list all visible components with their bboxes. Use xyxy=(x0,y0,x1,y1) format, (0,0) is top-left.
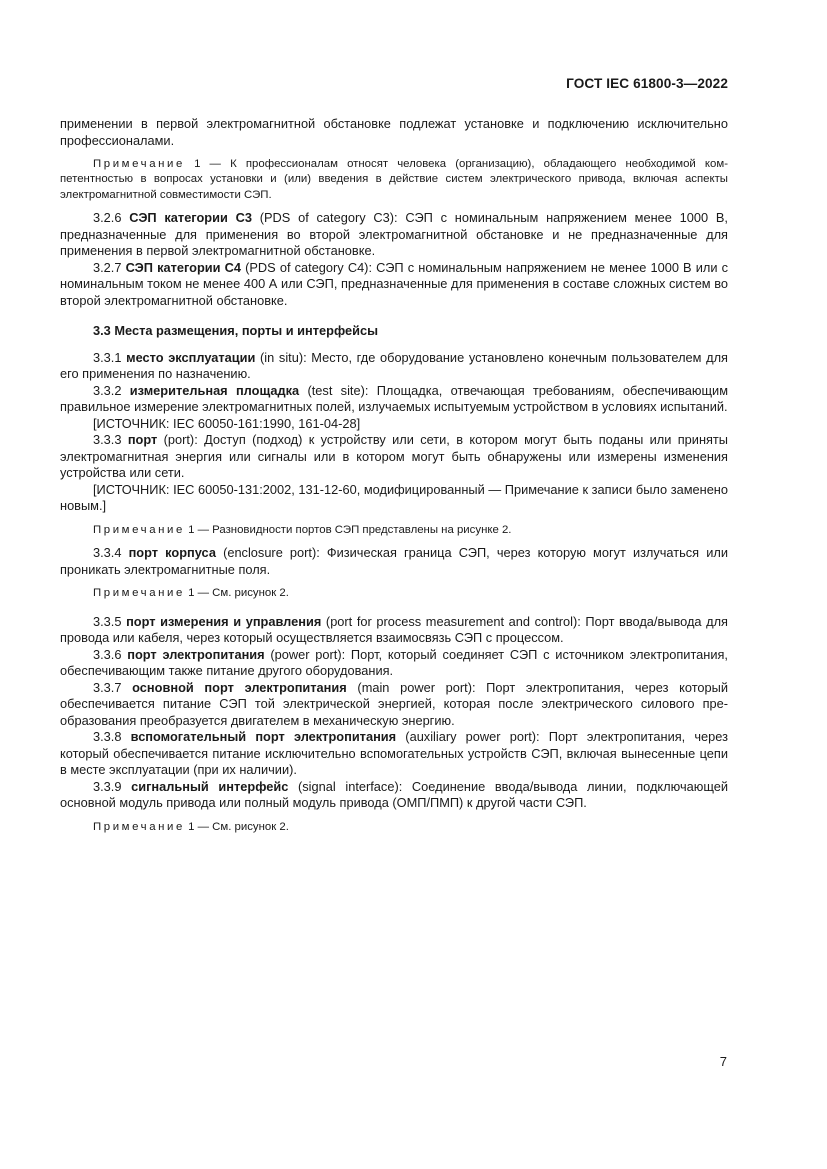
clause-text: (in situ): Место, где оборудование установлено конечным пользователем для его применения по назначению. xyxy=(60,349,728,382)
clause-number: 3.3.4 xyxy=(93,545,129,561)
clause-term: вспомогательный порт электропитания xyxy=(130,729,397,745)
source-reference: [ИСТОЧНИК: IEC 60050-161:1990, 161-04-28] xyxy=(93,415,361,431)
note xyxy=(60,523,728,538)
clause-number: 3.3.5 xyxy=(93,613,127,629)
document-header: ГОСТ IEC 61800-3—2022 xyxy=(566,76,728,91)
clause-3-3-5 xyxy=(60,614,728,647)
clause-3-3-1 xyxy=(60,350,728,383)
page-number: 7 xyxy=(719,1054,727,1069)
clause-3-3-6 xyxy=(60,647,728,680)
clause-term: сигнальный интерфейс xyxy=(131,778,289,794)
clause-term: измерительная площадка xyxy=(129,382,300,398)
clause-term: порт xyxy=(127,432,158,448)
clause-number: 3.3.8 xyxy=(93,729,131,745)
clause-text: (port): Доступ (подход) к устройству или сети, в котором могут быть поданы или приняты электромагнитная энергия или сигналы или в котором могут быть обнаружены или измерены изменения устройства или сети. xyxy=(60,432,728,481)
clause-text: (auxiliary power port): Порт электропитания, через который обеспечивается питание исключительно вспомогательных устройств СЭП, включая вынесенные цепи в месте эксплуатации (при их наличии). xyxy=(60,729,728,778)
note-label: Примечание xyxy=(93,587,185,600)
clause-number: 3.3.6 xyxy=(93,646,128,662)
clause-number: 3.3.3 xyxy=(93,432,128,448)
note xyxy=(60,586,728,601)
clause-number: 3.2.6 xyxy=(93,210,130,226)
clause-3-2-7 xyxy=(60,260,728,310)
clause-3-2-6 xyxy=(60,210,728,260)
clause-term: порт электропитания xyxy=(127,646,265,662)
note-label: Примечание xyxy=(93,158,185,170)
clause-number: 3.3.1 xyxy=(93,349,127,365)
clause-text: (test site): Площадка, отвечающая требованиям, обеспечивающим правильное измерение электромагнитных полей, излучаемых испытуемым устройством в условиях испытаний. xyxy=(60,382,728,415)
note-text: 1 — См. рисунок 2. xyxy=(184,820,289,833)
clause-3-3-8 xyxy=(60,729,728,779)
clause-text: (enclosure port): Физическая граница СЭП, через которую могут излучаться или проникать электромагнитные поля. xyxy=(60,545,728,577)
note xyxy=(60,820,728,835)
clause-term: порт измерения и управления xyxy=(126,613,322,629)
clause-number: 3.3.2 xyxy=(93,382,130,398)
clause-3-3-2 xyxy=(60,383,728,416)
clause-number: 3.3.7 xyxy=(93,679,133,695)
clause-text: (signal interface): Соединение ввода/вывода линии, подключающей основной модуль привода или полный модуль привода (ОМП/ПМП) к другой части СЭП. xyxy=(60,778,728,811)
clause-term: порт корпуса xyxy=(128,545,216,561)
note-text: 1 — См. рисунок 2. xyxy=(184,587,289,600)
clause-term: СЭП категории С4 xyxy=(125,259,242,275)
clause-3-3-7 xyxy=(60,680,728,730)
clause-term: основной порт электропитания xyxy=(132,679,347,695)
section-title: 3.3 Места размещения, порты и интерфейсы xyxy=(93,323,379,339)
clause-term: место эксплуатации xyxy=(126,349,256,365)
page-content xyxy=(60,116,728,842)
note-text: 1 — К профессионалам относят человека (организацию), обладающего необходимой компетентностью в вопросах установки и (или) введения в действие систем электрического привода, включая аспекты электромагнитной совместимости СЭП. xyxy=(60,158,728,201)
clause-text: (main power port): Порт электропитания, через который обеспечивается питание СЭП той электрической энергией, которая после электрического силового преобразования преобразуется двигателем в механическую энергию. xyxy=(60,679,728,728)
clause-text: (PDS of category C4): СЭП с номинальным напряжением не менее 1000 В или с номинальным током не менее 400 А или СЭП, предназначенные для применения в составе сложных систем во второй электромагнитной обстановке. xyxy=(60,259,729,308)
clause-text: (port for process measurement and control): Порт ввода/вывода для провода или кабеля, через который осуществляется взаимосвязь СЭП с процессом. xyxy=(60,613,728,646)
note xyxy=(60,157,728,203)
clause-term: СЭП категории С3 xyxy=(129,210,252,226)
continued-paragraph: применении в первой электромагнитной обстановке подлежат установке и подключению исключительно профессионалами. xyxy=(60,116,728,148)
note-label: Примечание xyxy=(93,820,185,833)
clause-text: (power port): Порт, который соединяет СЭП с источником электропитания, обеспечивающим также питание другого оборудования. xyxy=(60,646,728,679)
clause-number: 3.2.7 xyxy=(93,259,126,275)
note-text: 1 — Разновидности портов СЭП представлены на рисунке 2. xyxy=(184,523,512,536)
clause-number: 3.3.9 xyxy=(93,778,132,794)
clause-text: (PDS of category C3): СЭП с номинальным напряжением менее 1000 В, предназначенные для применения во второй электромагнитной обстановке и не предназначенные для применения в первой электромагнитной обстановке. xyxy=(60,210,728,259)
note-label: Примечание xyxy=(93,523,185,536)
source-reference: [ИСТОЧНИК: IEC 60050-131:2002, 131-12-60, модифицированный — Примечание к записи было заменено новым.] xyxy=(60,481,728,514)
clause-3-3-3 xyxy=(60,432,728,482)
clause-3-3-9 xyxy=(60,779,728,812)
clause-3-3-4 xyxy=(60,545,728,578)
